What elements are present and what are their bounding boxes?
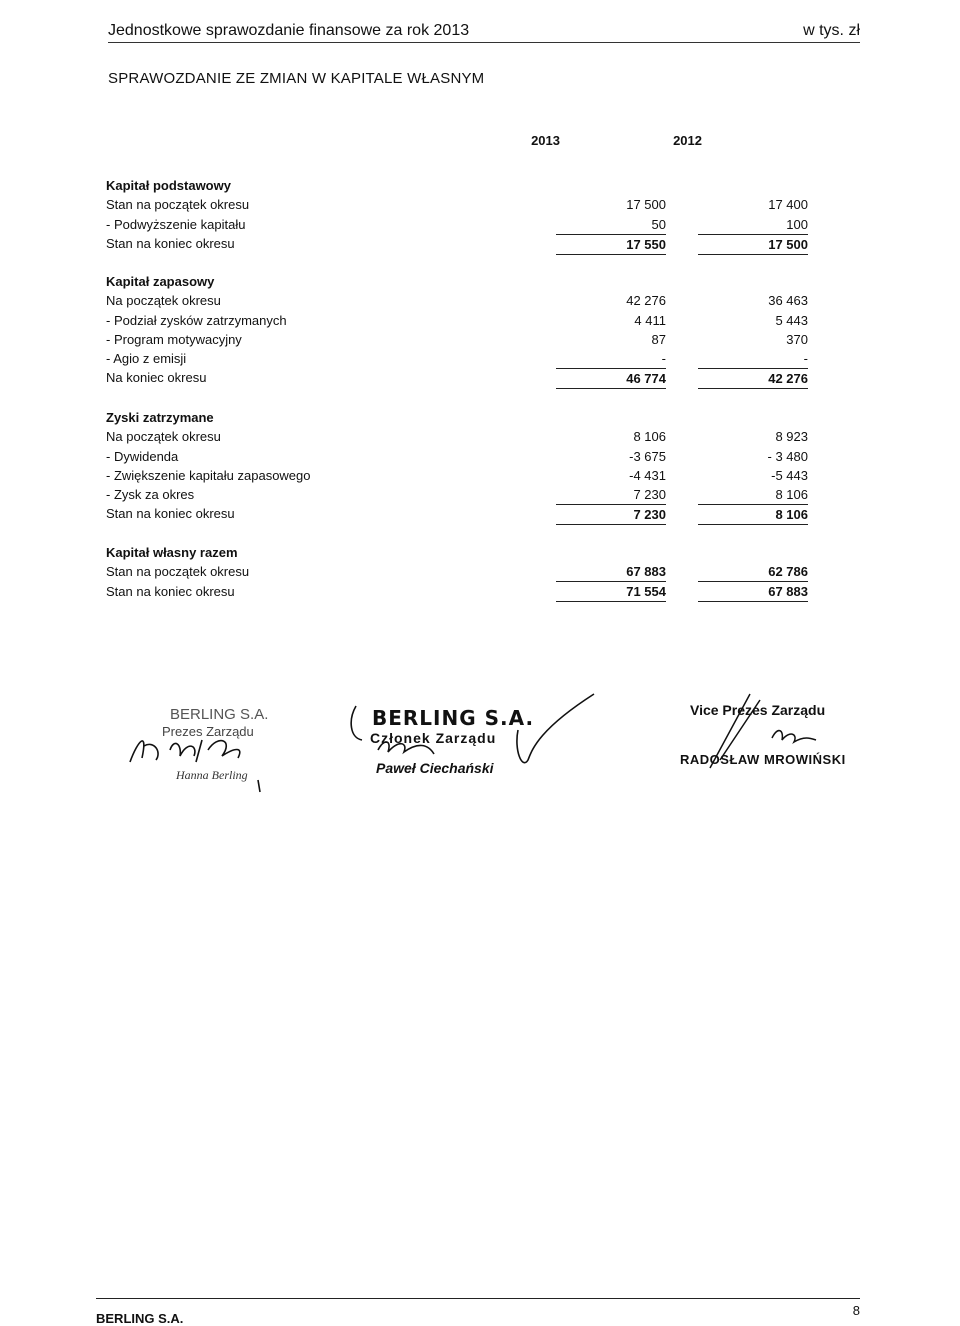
page-header: [108, 22, 860, 43]
section-title: Kapitał podstawowy: [106, 178, 231, 193]
stamp-company: BERLING S.A.: [372, 706, 535, 730]
table-row: - Dywidenda -3 675 - 3 480: [106, 448, 808, 464]
table-row: Stan na początek okresu 67 883 62 786: [106, 562, 706, 581]
stamp-name: RADOSŁAW MROWIŃSKI: [680, 752, 846, 767]
stamp-role: Członek Zarządu: [370, 730, 497, 746]
table-row: - Program motywacyjny 87 370: [106, 331, 808, 347]
report-title: Jednostkowe sprawozdanie finansowe za rok 2013: [108, 22, 470, 39]
statement-title: SPRAWOZDANIE ZE ZMIAN W KAPITALE WŁASNYM: [108, 70, 485, 87]
table-row: - Zysk za okres 7 230 8 106: [106, 487, 808, 503]
year-2013-header: 2013: [531, 133, 560, 148]
page-footer: [96, 1298, 860, 1326]
handwritten-signature: [338, 690, 598, 790]
section-supplementary-capital: [106, 272, 808, 388]
table-row: - Podwyższenie kapitału 50 100: [106, 216, 808, 232]
signature-block-vice-president: [680, 690, 880, 790]
signature-block-board-member: [338, 690, 598, 790]
table-row: - Zwiększenie kapitału zapasowego -4 431 -5 443: [106, 467, 808, 483]
table-row: - Podział zysków zatrzymanych 4 411 5 443: [106, 312, 808, 328]
page-number: 8: [852, 1303, 860, 1318]
year-2012-header: 2012: [673, 133, 702, 148]
section-title: Zyski zatrzymane: [106, 410, 214, 425]
signature-block-president: [110, 700, 300, 800]
handwritten-signature: [110, 700, 300, 800]
table-row-total: Na koniec okresu 46 774 42 276: [106, 368, 706, 387]
stamp-role: Vice Prezes Zarządu: [690, 702, 826, 718]
table-row: Na początek okresu 42 276 36 463: [106, 293, 808, 309]
footer-company: BERLING S.A.: [96, 1311, 184, 1326]
table-row: Stan na początek okresu 17 500 17 400: [106, 197, 808, 213]
table-row-total: Stan na koniec okresu 7 230 8 106: [106, 504, 706, 523]
stamp-company: BERLING S.A.: [170, 706, 269, 723]
stamp-name: Hanna Berling: [176, 768, 248, 782]
table-row: - Agio z emisji - -: [106, 351, 808, 367]
stamp-name: Paweł Ciechański: [376, 760, 494, 776]
section-retained-earnings: [106, 408, 808, 524]
section-total-equity: [106, 543, 808, 601]
section-title: Kapitał własny razem: [106, 545, 238, 560]
section-title: Kapitał zapasowy: [106, 274, 215, 289]
handwritten-signature: [680, 690, 880, 790]
section-share-capital: [106, 176, 808, 253]
stamp-role: Prezes Zarządu: [162, 724, 254, 739]
currency-unit: w tys. zł: [803, 22, 860, 39]
table-row-total: Stan na koniec okresu 71 554 67 883: [106, 582, 706, 601]
table-row: Na początek okresu 8 106 8 923: [106, 429, 808, 445]
table-row-total: Stan na koniec okresu 17 550 17 500: [106, 234, 706, 253]
